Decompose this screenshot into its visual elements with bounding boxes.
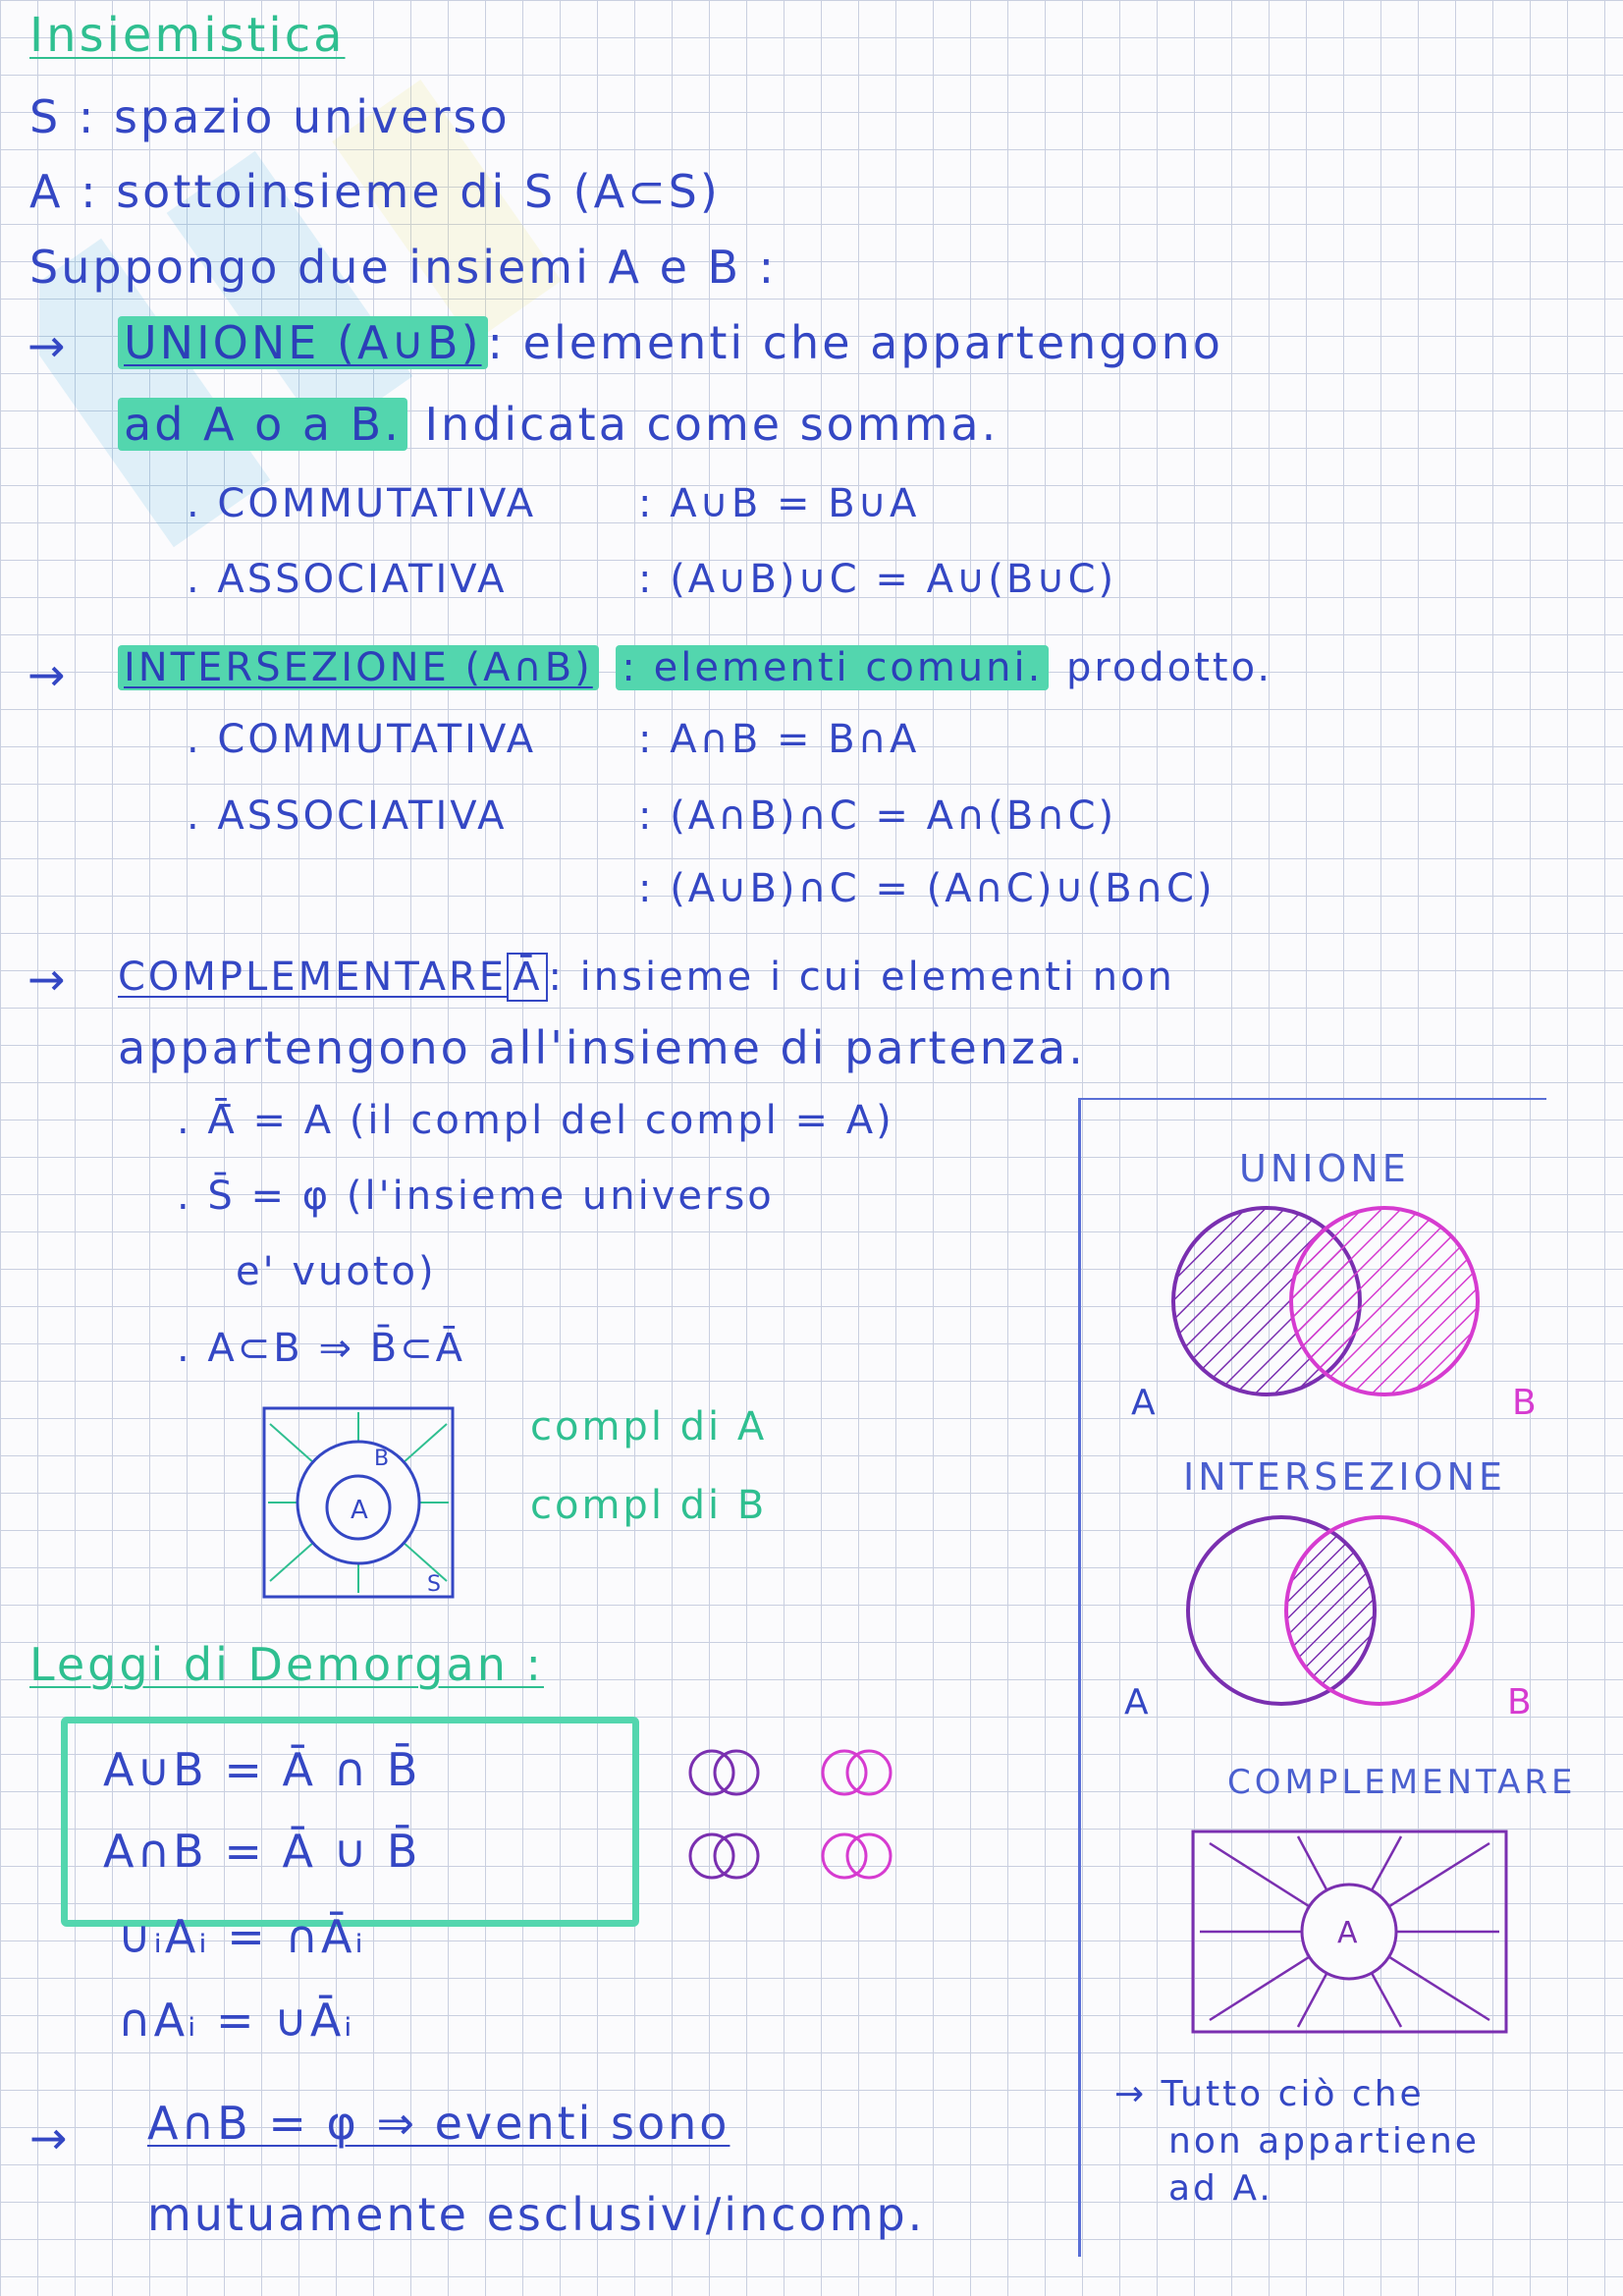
complement-sketch (260, 1404, 457, 1601)
union-commutative: : A∪B = B∪A (638, 481, 920, 526)
demorgan-law-1: A∪B = Ā ∩ B̄ (103, 1743, 421, 1796)
union-heading (118, 316, 1223, 369)
intersection-associative: : (A∩B)∩C = A∩(B∩C) (638, 793, 1117, 839)
complement-rule-3: . A⊂B ⇒ B̄⊂Ā (177, 1326, 466, 1371)
complement-rule-1: . Ā̄ = A (il compl del compl = A) (177, 1098, 894, 1143)
panel-union-label: UNIONE (1239, 1147, 1410, 1190)
panel-complement-label: COMPLEMENTARE (1227, 1763, 1577, 1802)
page-title: Insiemistica (29, 8, 346, 63)
arrow-icon: → (27, 319, 66, 372)
complement-panel-sketch (1190, 1829, 1509, 2035)
intersection-venn (1119, 1503, 1551, 1728)
complement-rule-2: . S̄ = φ (l'insieme universo (177, 1174, 775, 1219)
disjoint-line: A∩B = φ ⇒ eventi sono (147, 2097, 730, 2150)
intersection-text: prodotto. (1065, 645, 1273, 690)
panel-note-1: → Tutto ciò che (1114, 2074, 1425, 2114)
union-label: UNIONE (A∪B) (118, 316, 488, 369)
s-definition: S : spazio universo (29, 90, 511, 143)
demorgan-title: Leggi di Demorgan : (29, 1638, 544, 1691)
intersection-label-b: B (1507, 1682, 1532, 1722)
union-label-b: B (1512, 1383, 1537, 1423)
arrow-icon: → (27, 953, 66, 1006)
demorgan-law-4: ∩Aᵢ = ∪Āᵢ (118, 1994, 355, 2047)
panel-intersection-label: INTERSEZIONE (1183, 1455, 1506, 1499)
complement-b-note: compl di B (530, 1483, 768, 1528)
complement-text-2: appartengono all'insieme di partenza. (118, 1021, 1086, 1074)
intersection-heading (118, 638, 1272, 691)
demorgan-law-2: A∩B = Ā ∪ B̄ (103, 1825, 421, 1878)
intersection-commutative-label: . COMMUTATIVA (187, 717, 537, 762)
union-commutative-label: . COMMUTATIVA (187, 481, 537, 526)
panel-note-2: non appartiene (1168, 2121, 1480, 2161)
intersection-highlight: : elementi comuni. (616, 645, 1049, 690)
arrow-icon: → (29, 2111, 68, 2164)
sketch-label-s: S (427, 1572, 441, 1597)
arrow-icon: → (27, 648, 66, 701)
complement-rule-2b: e' vuoto) (236, 1249, 437, 1294)
intersection-associative-label: . ASSOCIATIVA (187, 793, 508, 839)
union-venn (1119, 1198, 1551, 1424)
complement-heading (118, 948, 1175, 1001)
union-label-a: A (1131, 1383, 1156, 1423)
a-definition: A : sottoinsieme di S (A⊂S) (29, 165, 721, 218)
complement-a-note: compl di A (530, 1404, 768, 1449)
complement-panel-label-a: A (1337, 1916, 1358, 1950)
sketch-label-b: B (374, 1447, 390, 1471)
intersection-commutative: : A∩B = B∩A (638, 717, 920, 762)
sketch-label-a: A (351, 1496, 368, 1525)
disjoint-line-2: mutuamente esclusivi/incomp. (147, 2188, 926, 2241)
union-associative: : (A∪B)∪C = A∪(B∪C) (638, 557, 1117, 602)
intersection-label: INTERSEZIONE (A∩B) (118, 645, 599, 690)
demorgan-doodles (668, 1728, 923, 1905)
suppose-line: Suppongo due insiemi A e B : (29, 241, 778, 294)
complement-text: : insieme i cui elementi non (548, 955, 1175, 1000)
union-highlight: ad A o a B. (118, 398, 407, 451)
complement-label: COMPLEMENTARE (118, 955, 508, 1000)
intersection-label-a: A (1124, 1682, 1149, 1722)
demorgan-law-3: ∪ᵢAᵢ = ∩Āᵢ (118, 1910, 366, 1963)
union-text: : elementi che appartengono (487, 316, 1223, 369)
union-line-2 (118, 398, 999, 451)
union-associative-label: . ASSOCIATIVA (187, 557, 508, 602)
complement-symbol: Ā (507, 953, 548, 1002)
panel-note-3: ad A. (1168, 2168, 1273, 2209)
intersection-distributive: : (A∪B)∩C = (A∩C)∪(B∩C) (638, 866, 1216, 911)
union-text-2: Indicata come somma. (424, 398, 1000, 451)
